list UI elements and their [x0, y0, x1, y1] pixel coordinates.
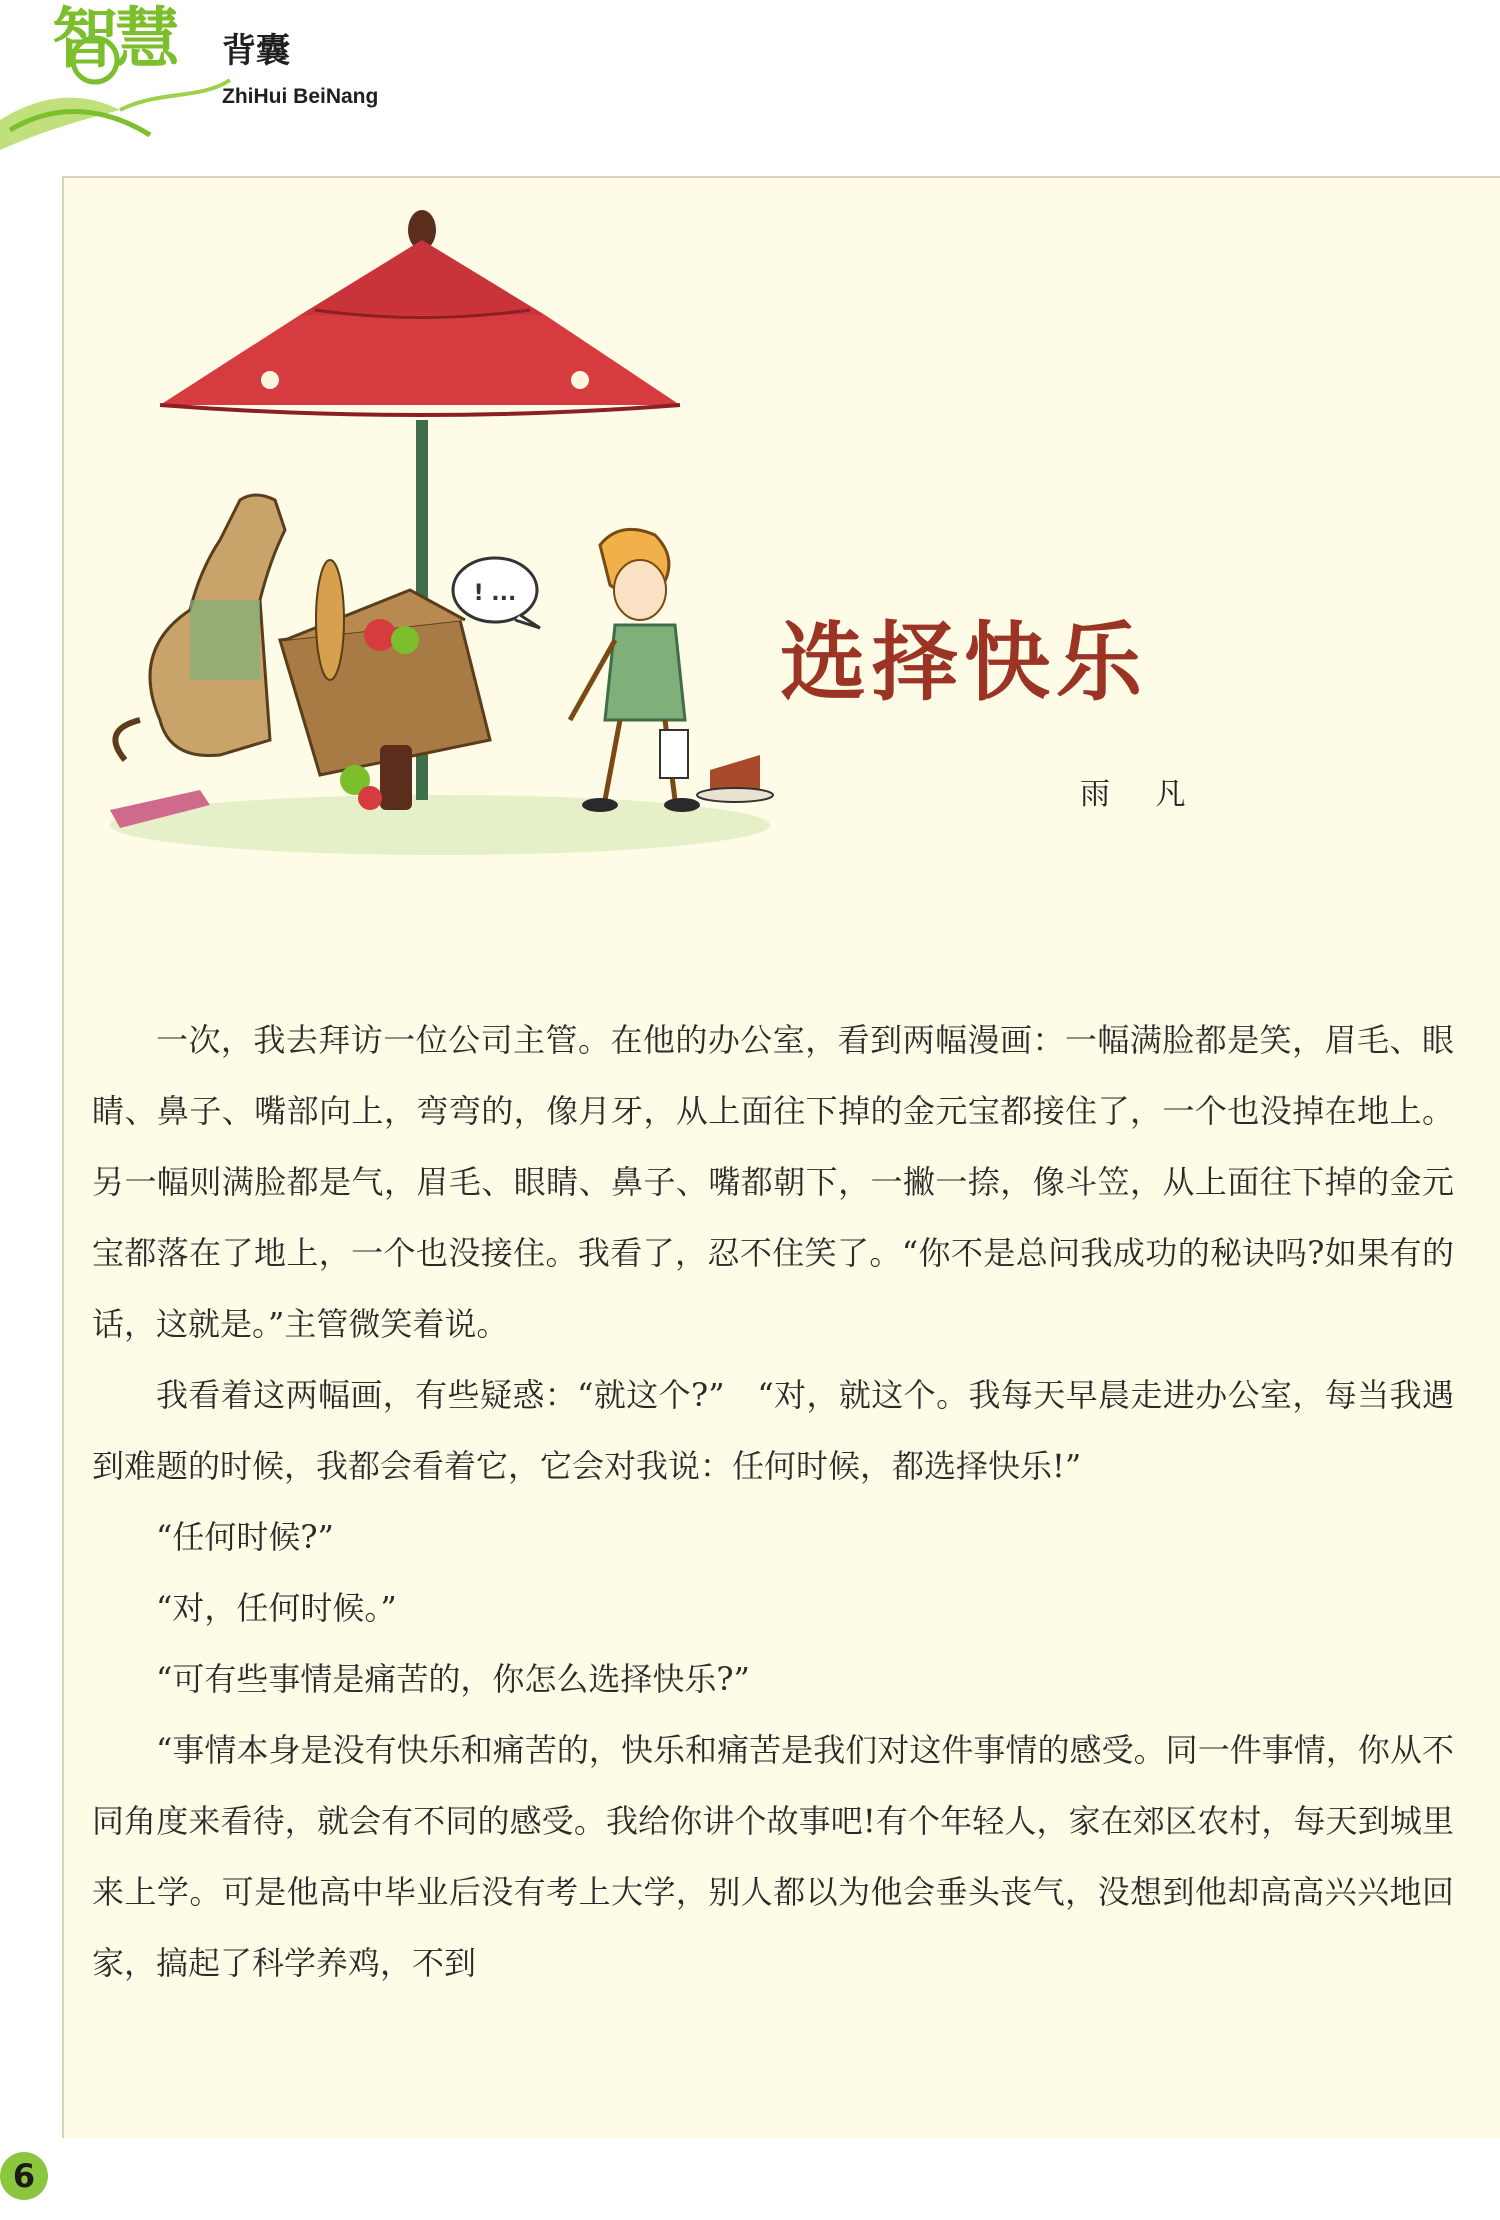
paragraph: “对，任何时候。” [156, 1589, 397, 1627]
article-author: 雨 凡 [1080, 777, 1204, 812]
logo-subtitle: 背囊 [222, 31, 290, 71]
article-body [92, 1005, 1454, 1999]
paragraph: 一次，我去拜访一位公司主管。在他的办公室，看到两幅漫画：一幅满脸都是笑，眉毛、眼睛、鼻子、嘴部向上，弯弯的，像月牙，从上面往下掉的金元宝都接住了，一个也没掉在地上。另一幅则满脸都是气，眉毛、眼睛、鼻子、嘴都朝下，一撇一捺，像斗笠，从上面往下掉的金元宝都落在了地上，一个也没接住。我看了，忍不住笑了。“你不是总问我成功的秘诀吗?如果有的话，这就是。”主管微笑着说。 [92, 1021, 1454, 1343]
speech-bubble-text: ! ... [473, 581, 517, 606]
logo-pinyin: ZhiHui BeiNang [222, 85, 379, 108]
picnic-illustration [100, 200, 800, 900]
cake-icon [710, 755, 760, 790]
paragraph: “任何时候?” [156, 1518, 334, 1556]
paragraph: 我看着这两幅画，有些疑惑：“就这个?” “对，就这个。我每天早晨走进办公室，每当我遇到难题的时候，我都会看着它，它会对我说：任何时候，都选择快乐!” [92, 1376, 1454, 1485]
paragraph: “可有些事情是痛苦的，你怎么选择快乐?” [156, 1660, 750, 1698]
page-number: 6 [0, 2152, 48, 2200]
speech-bubble-icon [453, 558, 540, 628]
magazine-header [0, 0, 520, 170]
bottle-icon [380, 745, 412, 810]
cup-icon [660, 730, 688, 778]
dog-icon [115, 495, 285, 760]
umbrella-icon [160, 210, 680, 415]
article-title: 选择快乐 [780, 612, 1148, 713]
logo-title: 智慧 [52, 0, 176, 77]
paragraph: “事情本身是没有快乐和痛苦的，快乐和痛苦是我们对这件事情的感受。同一件事情，你从不同角度来看待，就会有不同的感受。我给你讲个故事吧!有个年轻人，家在郊区农村，每天到城里来上学。可是他高中毕业后没有考上大学，别人都以为他会垂头丧气，没想到他却高高兴兴地回家，搞起了科学养鸡，不到 [92, 1731, 1454, 1982]
apple-icon [358, 786, 382, 810]
